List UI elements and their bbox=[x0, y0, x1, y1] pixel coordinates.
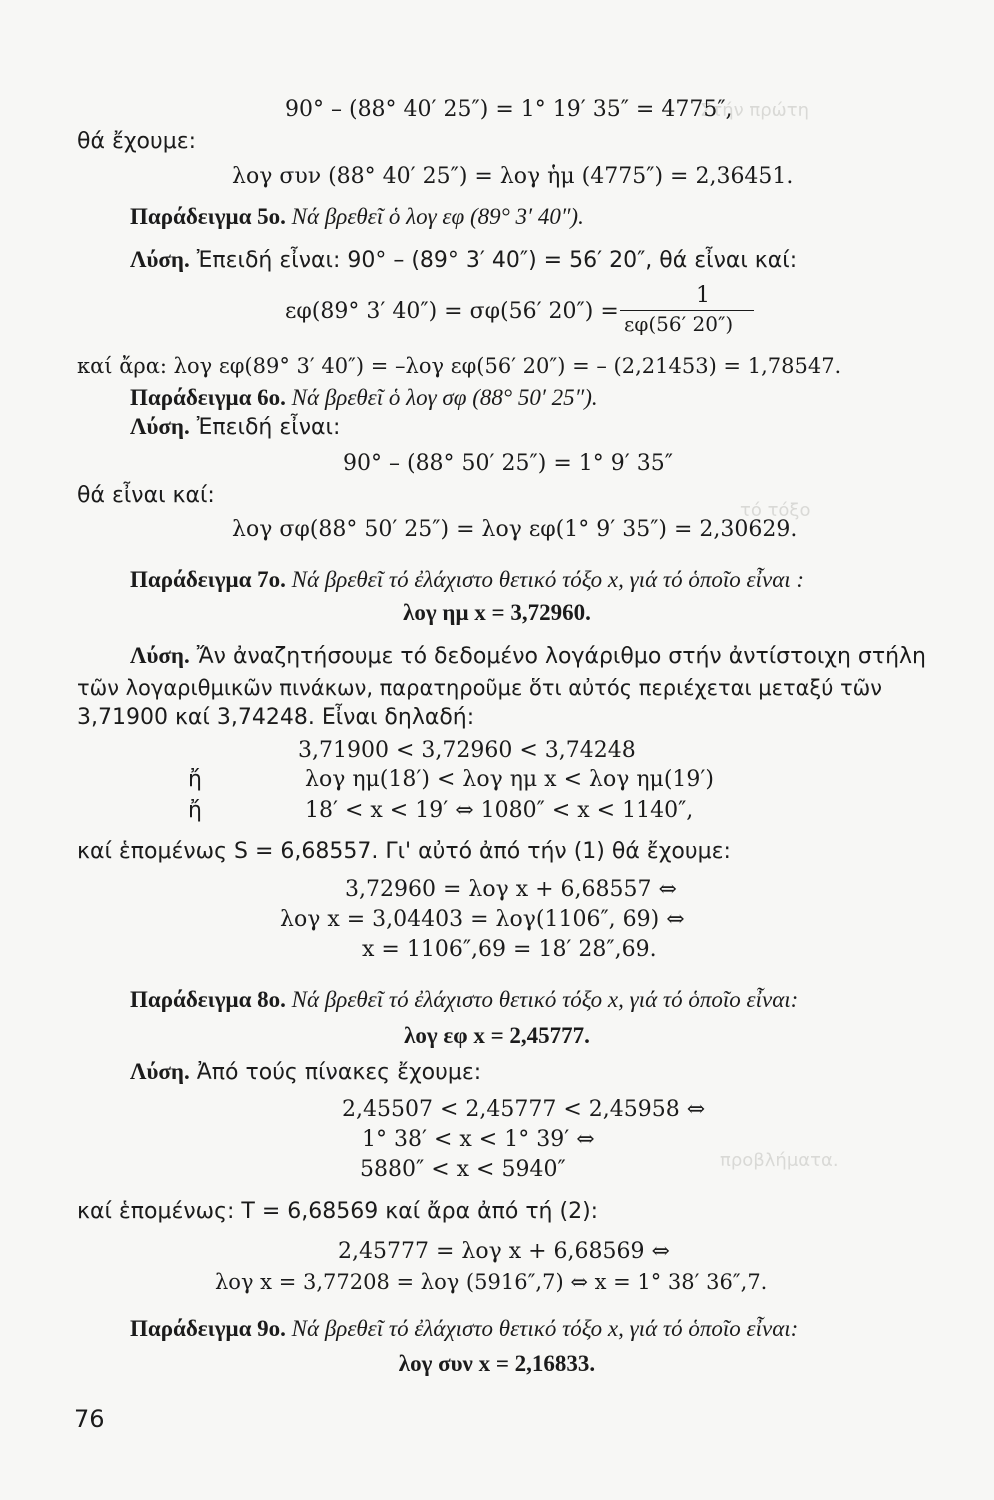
solution-line bbox=[130, 413, 340, 442]
fraction-numerator: 1 bbox=[696, 283, 710, 308]
example-task: Νά βρεθεῖ τό ἐλάχιστο θετικό τόξο x, γιά τό ὁποῖο εἶναι : bbox=[291, 567, 805, 592]
text-line: καί ἑπομένως: T = 6,68569 καί ἄρα ἀπό τή (2): bbox=[77, 1199, 599, 1224]
equation-line: εφ(89° 3′ 40″) = σφ(56′ 20″) = bbox=[285, 299, 619, 324]
solution-line bbox=[130, 246, 797, 275]
inequality-line: 2,45507 < 2,45777 < 2,45958 ⇔ bbox=[342, 1097, 706, 1122]
solution-text: Ἀπό τούς πίνακες ἔχουμε: bbox=[196, 1060, 482, 1085]
bleed-through-text: Στήν πρώτη bbox=[700, 100, 809, 121]
bleed-through-text: τό τόξο bbox=[740, 500, 811, 521]
example-task: Νά βρεθεῖ ὁ λογ εφ (89° 3′ 40″). bbox=[291, 204, 584, 229]
solution-label: Λύση. bbox=[130, 643, 190, 668]
equation-line: 90° – (88° 40′ 25″) = 1° 19′ 35″ = 4775″, bbox=[285, 97, 733, 122]
example-title: Παράδειγμα 8ο. bbox=[130, 987, 286, 1012]
solution-label: Λύση. bbox=[130, 247, 190, 272]
example-task: Νά βρεθεῖ ὁ λογ σφ (88° 50′ 25″). bbox=[291, 385, 598, 410]
equation-line: 90° – (88° 50′ 25″) = 1° 9′ 35″ bbox=[343, 451, 673, 476]
inequality-line: 3,71900 < 3,72960 < 3,74248 bbox=[298, 738, 636, 763]
solution-label: Λύση. bbox=[130, 1059, 190, 1084]
example-title: Παράδειγμα 5ο. bbox=[130, 204, 286, 229]
given-equation: λογ εφ x = 2,45777. bbox=[404, 1023, 590, 1048]
solution-line bbox=[130, 1058, 481, 1087]
inequality-line: λογ ημ(18′) < λογ ημ x < λογ ημ(19′) bbox=[305, 767, 714, 792]
text-line: καί ἑπομένως S = 6,68557. Γι' αὐτό ἀπό τήν (1) θά ἔχουμε: bbox=[77, 839, 731, 864]
equation-line: λογ x = 3,04403 = λογ(1106″, 69) ⇔ bbox=[280, 907, 685, 932]
equation-line: 2,45777 = λογ x + 6,68569 ⇔ bbox=[338, 1239, 670, 1264]
bleed-through-text: προβλήματα. bbox=[720, 1150, 839, 1171]
equation-line: 3,72960 = λογ x + 6,68557 ⇔ bbox=[345, 877, 677, 902]
example-9-heading bbox=[130, 1315, 798, 1343]
text-line: τῶν λογαριθμικῶν πινάκων, παρατηροῦμε ὅτι αὐτός περιέχεται μεταξύ τῶν bbox=[77, 676, 882, 700]
example-8-heading bbox=[130, 986, 798, 1014]
given-equation: λογ ημ x = 3,72960. bbox=[403, 600, 591, 625]
fraction-bar bbox=[620, 310, 754, 311]
page-number: 76 bbox=[74, 1405, 105, 1433]
example-5-heading bbox=[130, 203, 584, 231]
example-task: Νά βρεθεῖ τό ἐλάχιστο θετικό τόξο x, γιά τό ὁποῖο εἶναι: bbox=[291, 1316, 799, 1341]
equation-line: λογ x = 3,77208 = λογ (5916″,7) ⇔ x = 1° 38′ 36″,7. bbox=[215, 1270, 768, 1294]
text-line: θά εἶναι καί: bbox=[77, 483, 215, 508]
text-line: 3,71900 καί 3,74248. Εἶναι δηλαδή: bbox=[77, 705, 475, 730]
fraction-denominator: εφ(56′ 20″) bbox=[624, 312, 734, 336]
equation-line: καί ἄρα: λογ εφ(89° 3′ 40″) = –λογ εφ(56′ 20″) = – (2,21453) = 1,78547. bbox=[77, 354, 842, 378]
example-task: Νά βρεθεῖ τό ἐλάχιστο θετικό τόξο x, γιά τό ὁποῖο εἶναι: bbox=[291, 987, 799, 1012]
equation-line: λογ σφ(88° 50′ 25″) = λογ εφ(1° 9′ 35″) = 2,30629. bbox=[232, 517, 798, 542]
example-title: Παράδειγμα 7ο. bbox=[130, 567, 286, 592]
inequality-line: 5880″ < x < 5940″ bbox=[360, 1157, 566, 1182]
or-word: ἤ bbox=[188, 767, 202, 792]
example-7-heading bbox=[130, 566, 804, 594]
inequality-line: 18′ < x < 19′ ⇔ 1080″ < x < 1140″, bbox=[305, 798, 694, 823]
equation-line: λογ συν (88° 40′ 25″) = λογ ἡμ (4775″) = 2,36451. bbox=[232, 164, 794, 189]
example-title: Παράδειγμα 9ο. bbox=[130, 1316, 286, 1341]
text-line: θά ἔχουμε: bbox=[77, 129, 197, 154]
equation-line: x = 1106″,69 = 18′ 28″,69. bbox=[362, 937, 657, 962]
solution-text: Ἄν ἀναζητήσουμε τό δεδομένο λογάριθμο στήν ἀντίστοιχη στήλη bbox=[196, 644, 927, 669]
example-title: Παράδειγμα 6ο. bbox=[130, 385, 286, 410]
solution-text: Ἐπειδή εἶναι: bbox=[196, 415, 341, 440]
given-equation: λογ συν x = 2,16833. bbox=[398, 1351, 596, 1376]
example-6-heading bbox=[130, 384, 598, 412]
or-word: ἤ bbox=[188, 798, 202, 823]
solution-label: Λύση. bbox=[130, 414, 190, 439]
inequality-line: 1° 38′ < x < 1° 39′ ⇔ bbox=[362, 1127, 595, 1152]
solution-text: Ἐπειδή εἶναι: 90° – (89° 3′ 40″) = 56′ 20″, θά εἶναι καί: bbox=[196, 248, 798, 273]
solution-line bbox=[130, 642, 926, 671]
